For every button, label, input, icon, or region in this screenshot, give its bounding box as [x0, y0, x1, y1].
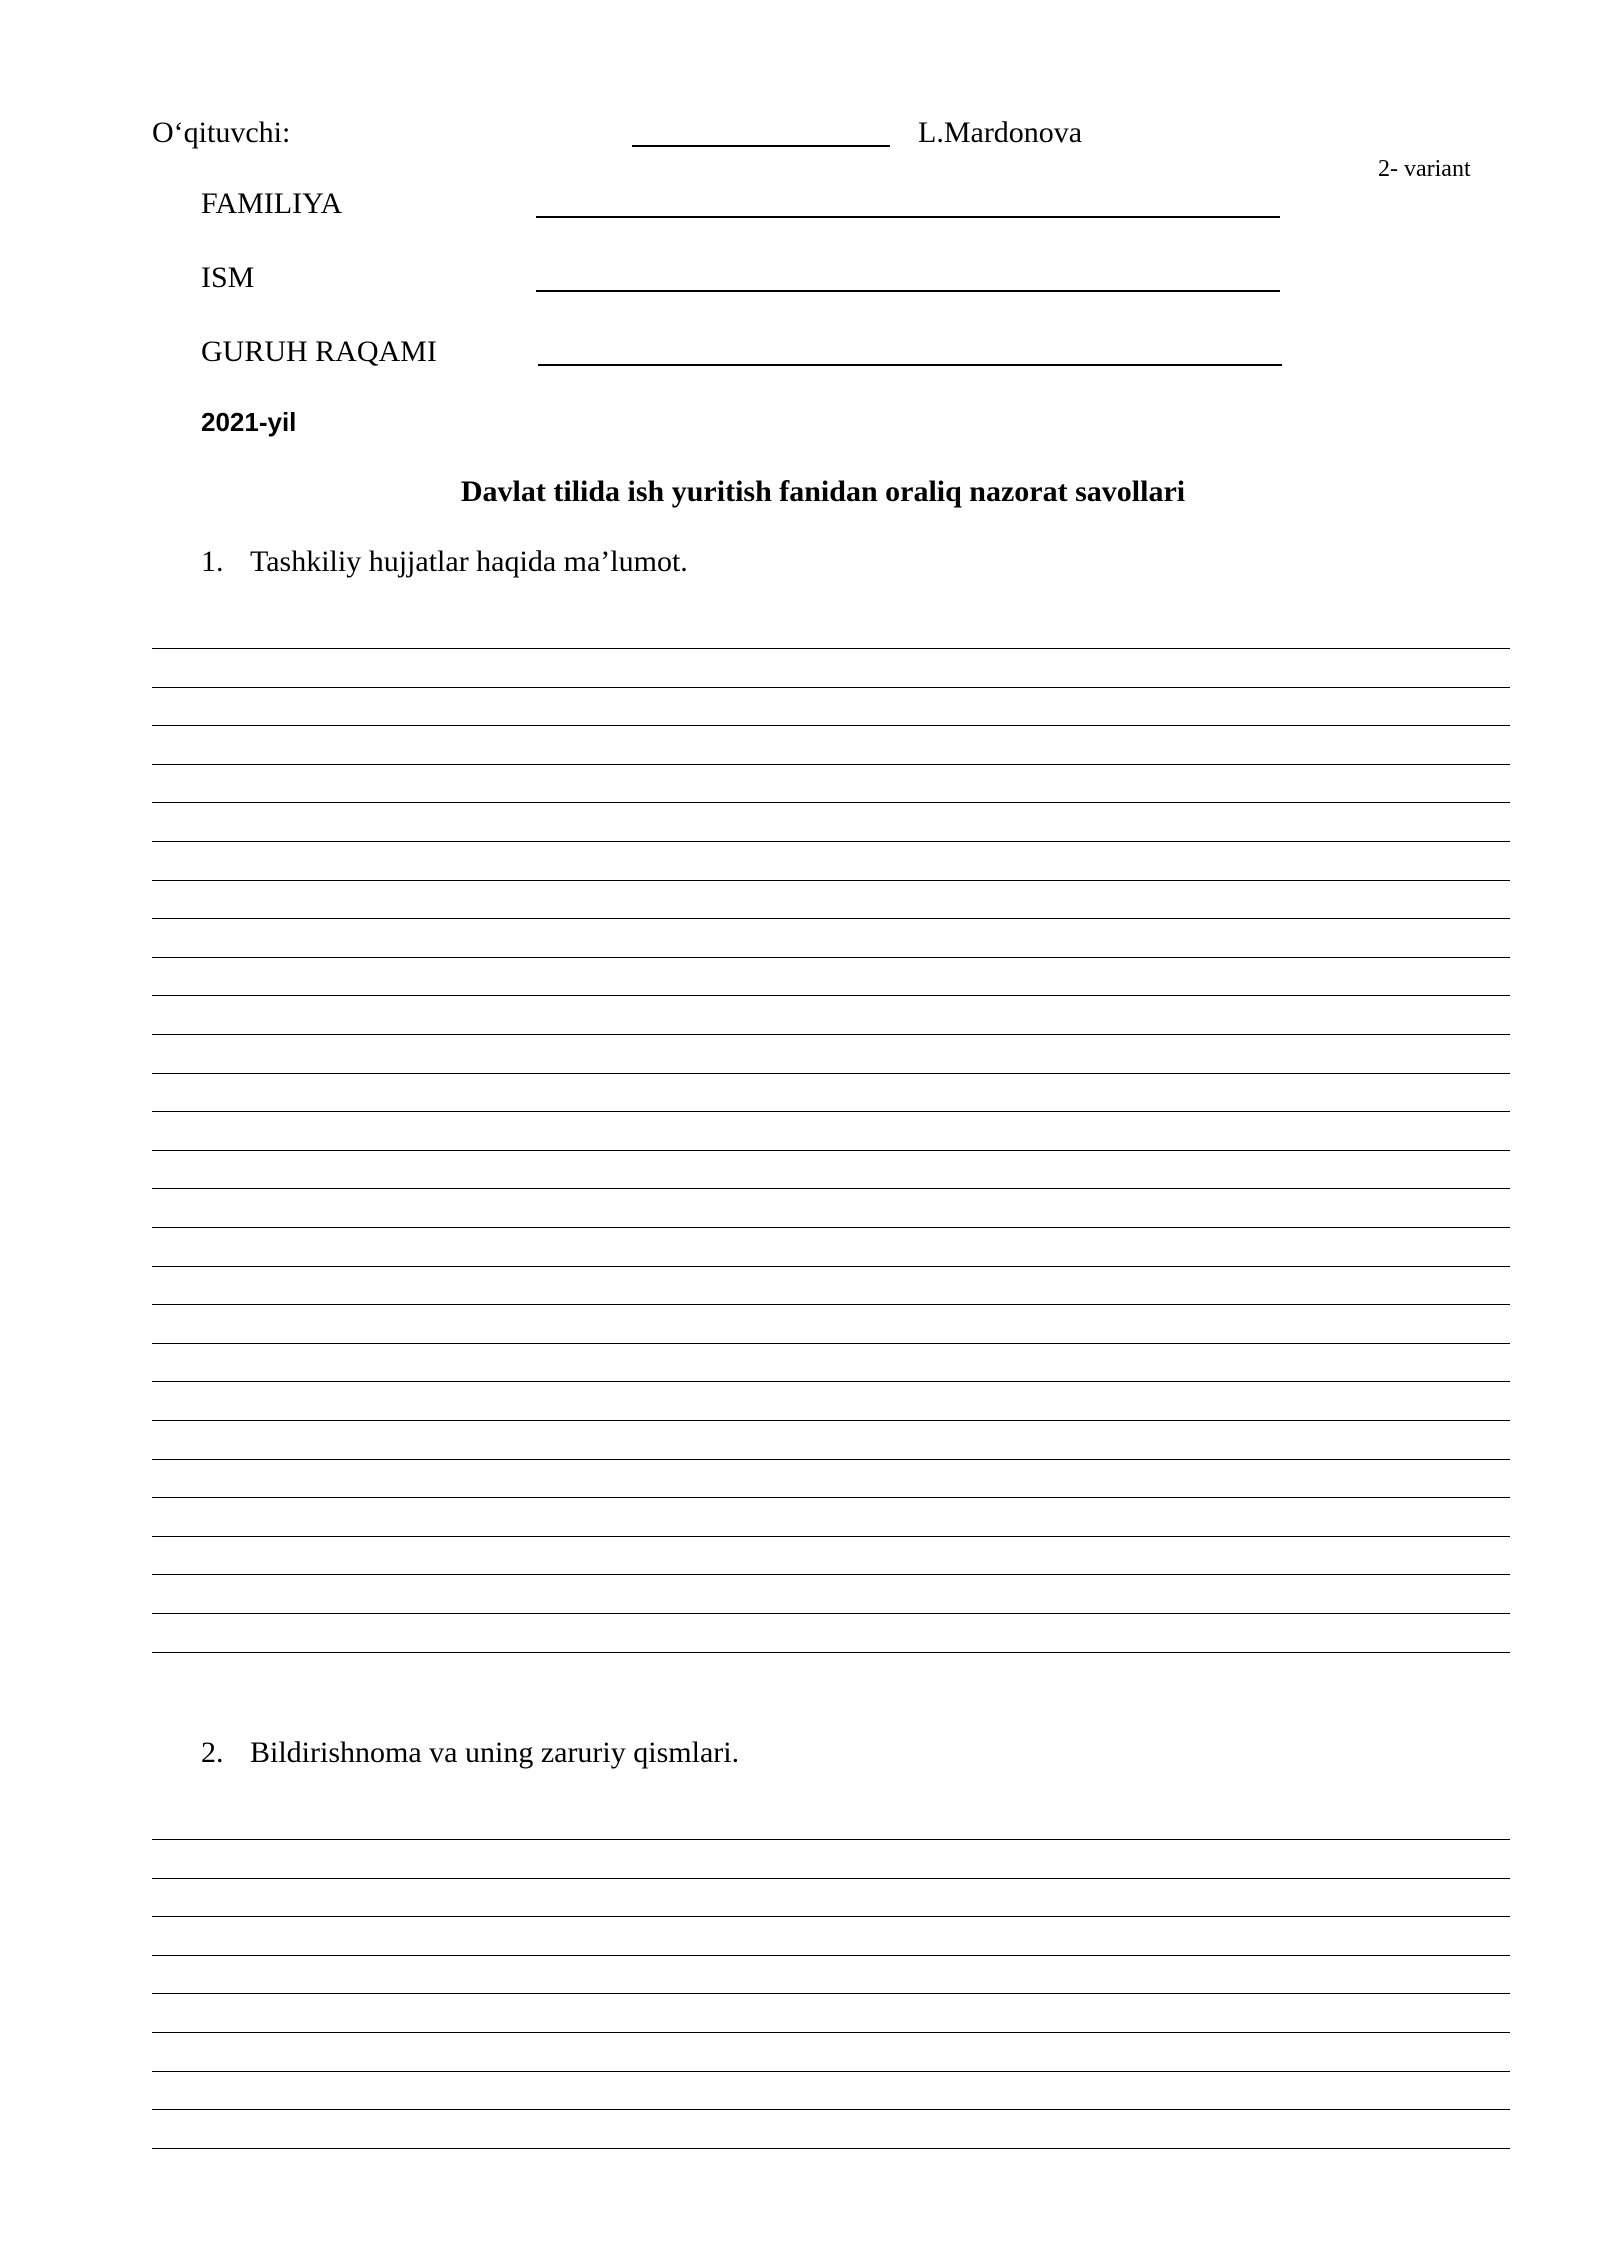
answer-line — [152, 1343, 1510, 1344]
answer-line — [152, 1613, 1510, 1614]
answer-line — [152, 1188, 1510, 1189]
answer-line — [152, 725, 1510, 726]
answer-line — [152, 1916, 1510, 1917]
teacher-label: O‘qituvchi: — [152, 116, 291, 149]
answer-line — [152, 1955, 1510, 1956]
question-text-1: Tashkiliy hujjatlar haqida ma’lumot. — [250, 545, 688, 578]
answer-line — [152, 1073, 1510, 1074]
answer-line — [152, 2071, 1510, 2072]
answer-line — [152, 1574, 1510, 1575]
answer-line — [152, 1652, 1510, 1653]
answer-line — [152, 648, 1510, 649]
answer-line — [152, 1034, 1510, 1035]
answer-line — [152, 1266, 1510, 1267]
question-number-2: 2. — [201, 1736, 224, 1769]
answer-line — [152, 802, 1510, 803]
teacher-signature-line — [632, 145, 890, 147]
answer-line — [152, 2032, 1510, 2033]
answer-line — [152, 1497, 1510, 1498]
variant-label: 2- variant — [1378, 156, 1471, 182]
year-label: 2021-yil — [201, 407, 297, 437]
answer-line — [152, 1304, 1510, 1305]
answer-line — [152, 1993, 1510, 1994]
answer-line — [152, 1459, 1510, 1460]
answer-line — [152, 687, 1510, 688]
answer-line — [152, 957, 1510, 958]
answer-line — [152, 2109, 1510, 2110]
answer-line — [152, 1839, 1510, 1840]
answer-line — [152, 841, 1510, 842]
answer-line — [152, 1420, 1510, 1421]
answer-line — [152, 1111, 1510, 1112]
answer-line — [152, 1150, 1510, 1151]
field-label-guruh-raqami: GURUH RAQAMI — [201, 335, 437, 368]
field-line-familiya[interactable] — [536, 216, 1280, 218]
answer-line — [152, 1381, 1510, 1382]
field-label-ism: ISM — [201, 261, 255, 294]
field-line-guruh-raqami[interactable] — [538, 364, 1282, 366]
question-number-1: 1. — [201, 545, 224, 578]
teacher-name: L.Mardonova — [918, 116, 1083, 149]
field-label-familiya: FAMILIYA — [201, 187, 343, 220]
answer-line — [152, 1227, 1510, 1228]
answer-line — [152, 764, 1510, 765]
page-title: Davlat tilida ish yuritish fanidan oraliq nazorat savollari — [460, 475, 1186, 508]
answer-line — [152, 1878, 1510, 1879]
answer-line — [152, 995, 1510, 996]
answer-line — [152, 880, 1510, 881]
answer-line — [152, 1536, 1510, 1537]
question-text-2: Bildirishnoma va uning zaruriy qismlari. — [250, 1736, 740, 1769]
answer-line — [152, 2148, 1510, 2149]
answer-line — [152, 918, 1510, 919]
field-line-ism[interactable] — [536, 290, 1280, 292]
